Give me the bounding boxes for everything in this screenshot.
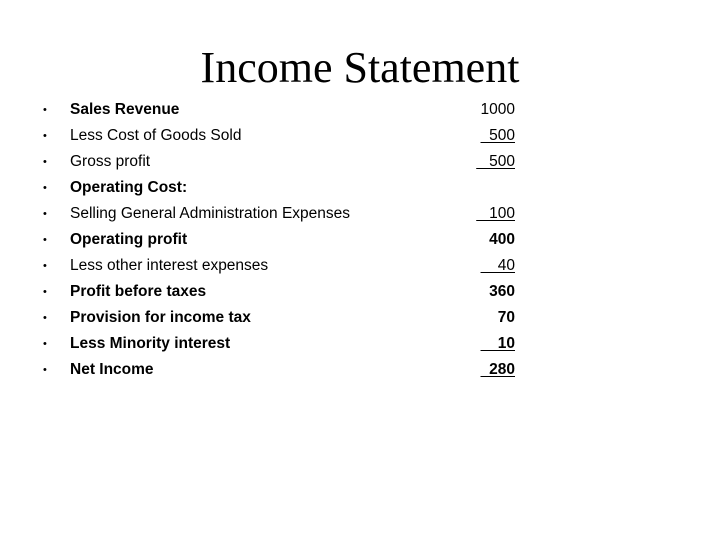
- value-minority-interest: 10: [480, 335, 515, 352]
- row-operating-profit: [0, 227, 720, 253]
- bullet-icon: •: [43, 312, 47, 324]
- row-profit-before-taxes: [0, 279, 720, 305]
- label-minority-interest: Less Minority interest: [70, 335, 231, 352]
- label-net-income: Net Income: [70, 361, 154, 378]
- bullet-icon: •: [43, 364, 47, 376]
- bullet-icon: •: [43, 234, 47, 246]
- bullet-icon: •: [43, 130, 47, 142]
- title-text: Income Statement: [200, 43, 520, 92]
- label-income-tax: Provision for income tax: [70, 309, 251, 326]
- statement-list: [0, 97, 720, 383]
- row-gross-profit: [0, 149, 720, 175]
- value-gross-profit: 500: [476, 153, 515, 170]
- bullet-icon: •: [43, 286, 47, 298]
- value-other-interest: 40: [480, 257, 515, 274]
- row-other-interest: [0, 253, 720, 279]
- label-cost-of-goods: Less Cost of Goods Sold: [70, 127, 242, 144]
- value-operating-profit: 400: [489, 231, 515, 248]
- row-minority-interest: [0, 331, 720, 357]
- bullet-icon: •: [43, 208, 47, 220]
- bullet-icon: •: [43, 104, 47, 116]
- label-profit-before-taxes: Profit before taxes: [70, 283, 207, 300]
- row-net-income: [0, 357, 720, 383]
- value-sga-expenses: 100: [476, 205, 515, 222]
- row-operating-cost: [0, 175, 720, 201]
- label-other-interest: Less other interest expenses: [70, 257, 269, 274]
- label-operating-profit: Operating profit: [70, 231, 188, 248]
- bullet-icon: •: [43, 260, 47, 272]
- value-profit-before-taxes: 360: [489, 283, 515, 300]
- value-income-tax: 70: [497, 309, 515, 326]
- row-sales-revenue: [0, 97, 720, 123]
- row-income-tax: [0, 305, 720, 331]
- bullet-icon: •: [43, 338, 47, 350]
- row-cost-of-goods: [0, 123, 720, 149]
- page-title: [0, 40, 720, 96]
- label-operating-cost: Operating Cost:: [70, 179, 188, 196]
- value-net-income: 280: [480, 361, 515, 378]
- label-sales-revenue: Sales Revenue: [70, 101, 180, 118]
- row-sga-expenses: [0, 201, 720, 227]
- value-sales-revenue: 1000: [480, 101, 515, 118]
- value-cost-of-goods: 500: [480, 127, 515, 144]
- label-gross-profit: Gross profit: [70, 153, 151, 170]
- label-sga-expenses: Selling General Administration Expenses: [70, 205, 351, 222]
- bullet-icon: •: [43, 156, 47, 168]
- bullet-icon: •: [43, 182, 47, 194]
